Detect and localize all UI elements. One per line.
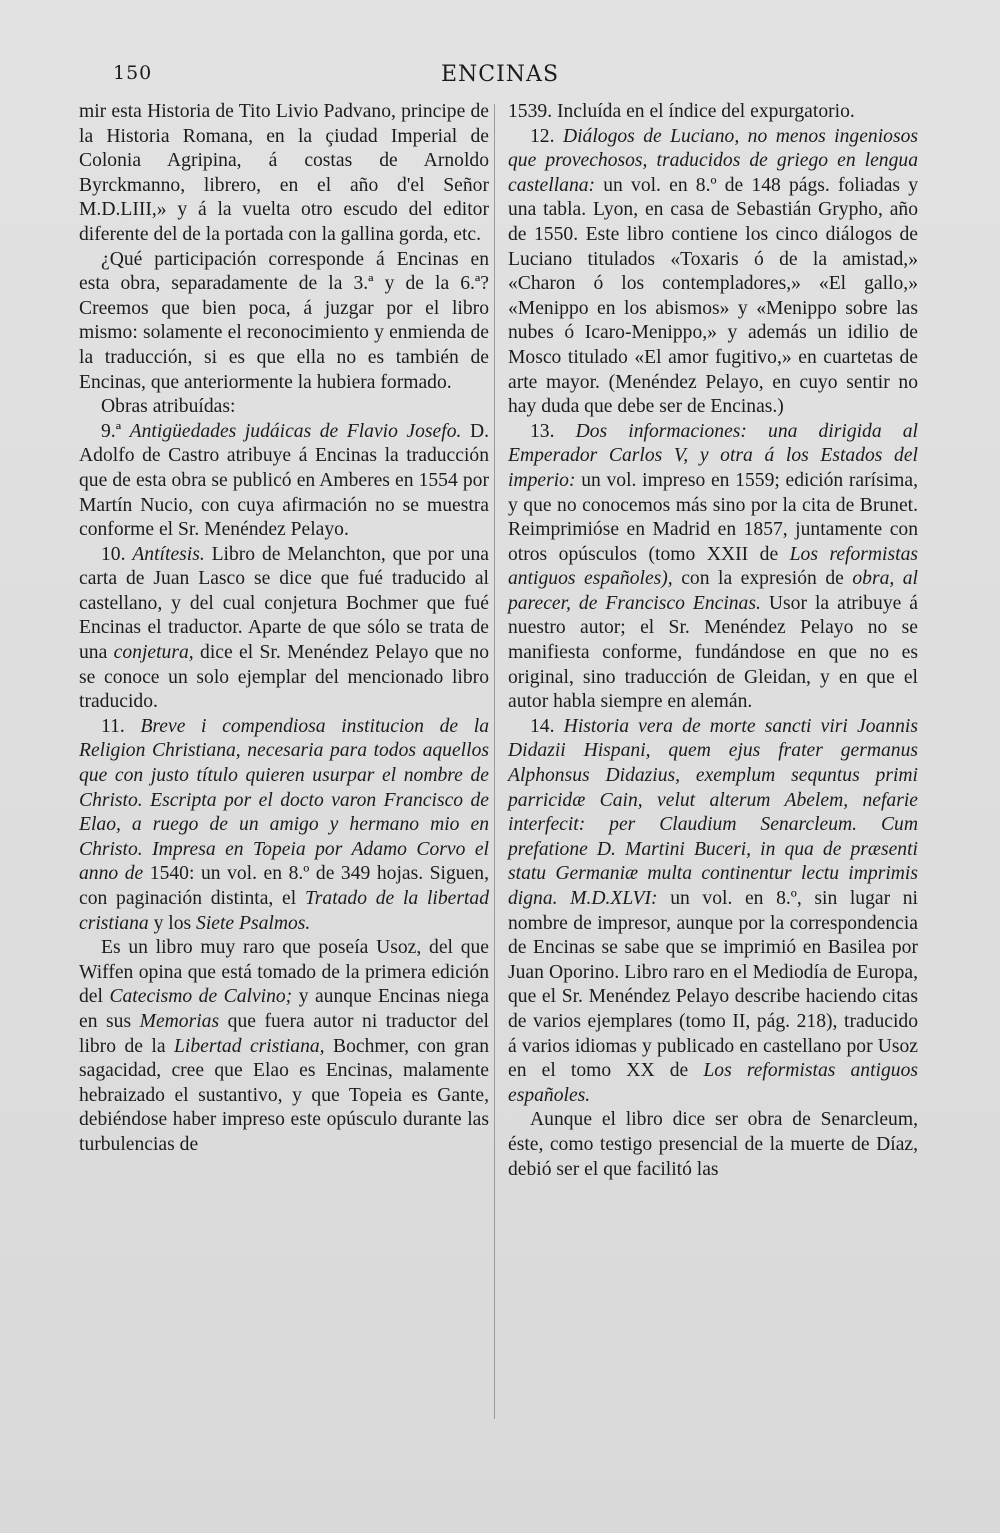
entry-text: y los	[153, 912, 192, 934]
entry-number: 12.	[530, 125, 555, 147]
entry-11	[79, 715, 489, 936]
entry-text: Usor la atribuye á nuestro autor; el Sr. Menéndez Pelayo no se manifiesta conforme, fundándose en que no es original, sino traducción de Gleidan, y en que el autor habla siempre en alemán.	[508, 592, 919, 713]
entry-14	[508, 715, 918, 1109]
entry-title: Diálogos de Luciano, no menos ingeniosos que provechosos, traducidos de griego en lengua castellana:	[508, 125, 919, 196]
entry-italic: Los reformistas antiguos españoles),	[508, 543, 918, 590]
page-header	[80, 62, 920, 98]
entry-number: 11.	[101, 715, 125, 737]
entry-title: Antigüedades judáicas de Flavio Josefo.	[129, 420, 462, 442]
text-run: Bochmer, con gran sagacidad, cree que Elao es Encinas, malamente hebraizado el sustantivo, y que Topeia es Gante, debiéndose haber impreso este opúsculo durante las turbulencias de	[79, 1035, 489, 1155]
left-column	[79, 100, 489, 1158]
entry-italic: conjetura,	[113, 642, 194, 664]
paragraph: ¿Qué participación corresponde á Encinas en esta obra, separadamente de la 3.ª y de la 6.ª? Creemos que bien poca, á juzgar por el libro mismo: solamente el reconocimiento y enmienda de la traducción, si es que ella no es también de Encinas, que anteriormente la hubiera formado.	[79, 248, 489, 393]
entry-title: Dos informaciones: una dirigida al Emperador Carlos V, y otra á los Estados del imperio:	[508, 420, 918, 491]
running-title: ENCINAS	[440, 62, 560, 87]
entry-13	[508, 420, 918, 715]
entry-title: Breve i compendiosa institucion de la Religion Christiana, necesaria para todos aquellos que con justo título quieren usurpar el nombre de Christo. Escripta por el docto varon Francisco de Elao, a ruego de un amigo y hermano mio en Christo. Impresa en Topeia por Adamo Corvo el anno de	[79, 715, 490, 885]
entry-title: Historia vera de morte sancti viri Joannis Didazii Hispani, quem ejus frater germanus Alphonsus Didazius, exemplum sequntus primi parricidæ Cain, velut alterum Abelem, nefarie interfecit: per Claudium Senarcleum. Cum prefatione D. Martini Buceri, in qua de præsenti statu Germaniæ multa continentur lectu imprimis digna. M.D.XLVI:	[508, 715, 918, 909]
entry-title: Antítesis.	[132, 543, 205, 565]
entry-italic: Tratado de la libertad cristiana	[79, 888, 490, 934]
text-run: y aunque Encinas niega en sus	[79, 986, 490, 1032]
paragraph: mir esta Historia de Tito Livio Padvano, principe de la Historia Romana, en la çiudad Imperial de Colonia Agripina, á costas de Arnoldo Byrckmanno, librero, en el año d'el Señor M.D.LIII,» y á la vuelta otro escudo del editor diferente del de la portada con la gallina gorda, etc.	[79, 101, 489, 245]
page-number: 150	[113, 62, 153, 84]
entry-9	[79, 420, 489, 543]
paragraph: 1539. Incluída en el índice del expurgatorio.	[508, 101, 855, 122]
paragraph	[79, 936, 489, 1157]
italic-run: Catecismo de Calvino;	[109, 986, 293, 1008]
entry-italic: obra, al parecer, de Francisco Encinas.	[508, 568, 919, 614]
entry-number: 14.	[530, 715, 555, 737]
entry-italic: Siete Psalmos.	[196, 912, 311, 934]
paragraph: Aunque el libro dice ser obra de Senarcleum, éste, como testigo presencial de la muerte de Díaz, debió ser el que facilitó las	[508, 1109, 918, 1180]
entry-text: un vol. en 8.º, sin lugar ni nombre de impresor, aunque por la correspondencia de Encinas se sabe que se imprimió en Basilea por Juan Oporino. Libro raro en el Mediodía de Europa, que el Sr. Menéndez Pelayo describe haciendo citas de varios ejemplares (tomo II, pág. 218), traducido á varios idiomas y publicado en castellano por Usoz en el tomo XX de	[508, 888, 918, 1082]
italic-run: Memorias	[139, 1010, 220, 1032]
section-heading: Obras atribuídas:	[101, 396, 236, 418]
entry-text: un vol. impreso en 1559; edición rarísima, y que no conocemos más sino por la cita de Brunet. Reimprimióse en Madrid en 1857, juntamente con otros opúsculos (tomo XXII de	[508, 469, 919, 565]
text-run: Es un libro muy raro que poseía Usoz, del que Wiffen opina que está tomado de la primera edición del	[79, 937, 489, 1008]
entry-text: dice el Sr. Menéndez Pelayo que no se conoce un solo ejemplar del mencionado libro traducido.	[79, 642, 489, 713]
text-run: que fuera autor ni traductor del libro de la	[79, 1010, 489, 1057]
entry-text: 1540: un vol. en 8.º de 349 hojas. Siguen, con paginación distinta, el	[79, 863, 489, 909]
right-column	[508, 100, 918, 1182]
entry-text: Libro de Melanchton, que por una carta de Juan Lasco se dice que fué traducido al castellano, y del cual conjetura Bochmer que fué Encinas el traductor. Aparte de que sólo se trata de una	[79, 543, 489, 664]
entry-text: un vol. en 8.º de 148 págs. foliadas y una tabla. Lyon, en casa de Sebastián Grypho, año de 1550. Este libro contiene los cinco diálogos de Luciano titulados «Toxaris ó de la amistad,» «Charon ó los contempladores,» «El gallo,» «Menippo en los abismos» y «Menippo sobre las nubes ó Icaro-Menippo,» y además un idilio de Mosco titulado «El amor fugitivo,» en cuartetas de arte mayor. (Menéndez Pelayo, en cuyo sentir no hay duda que debe ser de Encinas.)	[508, 174, 918, 418]
entry-10	[79, 543, 489, 715]
column-divider	[494, 104, 495, 1419]
entry-number: 9.ª	[101, 420, 122, 442]
entry-number: 10.	[101, 543, 126, 565]
entry-text: con la expresión de	[681, 568, 844, 590]
entry-text: D. Adolfo de Castro atribuye á Encinas la traducción que de esta obra se publicó en Amberes en 1554 por Martín Nucio, con cuya afirmación no se muestra conforme el Sr. Menéndez Pelayo.	[79, 420, 489, 541]
entry-number: 13.	[530, 420, 555, 442]
entry-italic: Los reformistas antiguos españoles.	[508, 1060, 918, 1106]
italic-run: Libertad cristiana,	[174, 1035, 325, 1057]
entry-12	[508, 125, 918, 420]
